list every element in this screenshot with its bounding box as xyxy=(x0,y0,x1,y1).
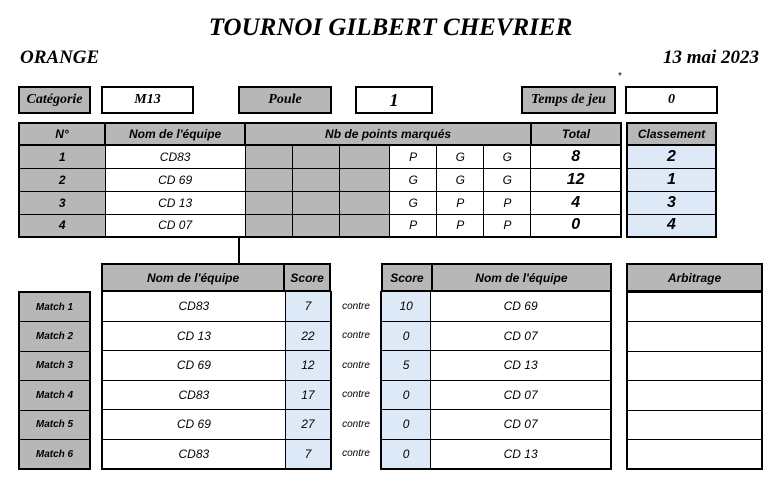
row-total: 0 xyxy=(531,214,621,237)
match-row xyxy=(102,410,611,440)
match-vs: contre xyxy=(342,300,370,312)
standings-row xyxy=(19,191,621,214)
match-team1: CD 13 xyxy=(102,321,285,351)
match-score2: 0 xyxy=(381,380,431,410)
match-score2: 0 xyxy=(381,439,431,469)
row-rank: 2 xyxy=(627,145,716,168)
match-header-left xyxy=(101,263,331,292)
match-vs: contre xyxy=(342,359,370,371)
result-cell: P xyxy=(484,214,531,237)
match-row xyxy=(102,380,611,410)
row-total: 8 xyxy=(531,145,621,168)
result-cell: P xyxy=(390,214,437,237)
standings-row xyxy=(19,145,621,168)
col-header-arbitrage: Arbitrage xyxy=(627,264,762,291)
arbitrage-cell xyxy=(627,292,762,322)
match-vs: contre xyxy=(342,418,370,430)
match-vs: contre xyxy=(342,448,370,460)
arbitrage-cell xyxy=(627,410,762,440)
match-row xyxy=(102,351,611,381)
match-score2: 0 xyxy=(381,321,431,351)
empty-cell xyxy=(339,191,389,214)
categorie-value: M13 xyxy=(101,86,194,114)
match-vs: contre xyxy=(342,389,370,401)
match-label: Match 6 xyxy=(19,440,90,470)
result-cell: G xyxy=(390,191,437,214)
match-label: Match 2 xyxy=(19,322,90,352)
ranking-table xyxy=(626,122,717,238)
match-team1: CD 69 xyxy=(102,410,285,440)
empty-cell xyxy=(292,191,339,214)
location-label: ORANGE xyxy=(20,47,100,68)
col-header-total: Total xyxy=(531,123,621,145)
result-cell: P xyxy=(437,214,484,237)
match-score1: 22 xyxy=(285,321,331,351)
match-team1: CD83 xyxy=(102,439,285,469)
match-team1: CD83 xyxy=(102,380,285,410)
row-team: CD83 xyxy=(105,145,245,168)
connector-line xyxy=(238,238,240,263)
standings-row xyxy=(19,214,621,237)
arbitrage-table xyxy=(626,291,763,470)
match-team2: CD 13 xyxy=(431,351,611,381)
categorie-label: Catégorie xyxy=(18,86,91,114)
col-header-team: Nom de l'équipe xyxy=(105,123,245,145)
match-team2: CD 07 xyxy=(431,321,611,351)
match-label: Match 5 xyxy=(19,410,90,440)
row-rank: 3 xyxy=(627,191,716,214)
match-score1: 17 xyxy=(285,380,331,410)
row-num: 4 xyxy=(19,214,105,237)
temps-value: 0 xyxy=(625,86,718,114)
arbitrage-cell xyxy=(627,381,762,411)
match-labels xyxy=(18,291,91,470)
match-table xyxy=(101,291,612,470)
arbitrage-cell xyxy=(627,351,762,381)
row-team: CD 07 xyxy=(105,214,245,237)
result-cell: G xyxy=(437,145,484,168)
match-score2: 10 xyxy=(381,292,431,322)
match-score1: 7 xyxy=(285,439,331,469)
match-score2: 5 xyxy=(381,351,431,381)
row-rank: 4 xyxy=(627,214,716,237)
result-cell: G xyxy=(437,168,484,191)
empty-cell xyxy=(339,168,389,191)
asterisk-note: * xyxy=(618,71,622,82)
col-header-points: Nb de points marqués xyxy=(245,123,531,145)
poule-label: Poule xyxy=(238,86,332,114)
arbitrage-header xyxy=(626,263,763,292)
match-vs: contre xyxy=(342,330,370,342)
row-num: 1 xyxy=(19,145,105,168)
empty-cell xyxy=(245,191,292,214)
result-cell: G xyxy=(484,168,531,191)
match-team1: CD83 xyxy=(102,292,285,322)
match-score1: 12 xyxy=(285,351,331,381)
empty-cell xyxy=(339,145,389,168)
match-row xyxy=(102,292,611,322)
row-num: 2 xyxy=(19,168,105,191)
date-label: 13 mai 2023 xyxy=(662,47,759,68)
result-cell: P xyxy=(390,145,437,168)
empty-cell xyxy=(245,214,292,237)
empty-cell xyxy=(292,168,339,191)
row-total: 4 xyxy=(531,191,621,214)
empty-cell xyxy=(245,168,292,191)
match-score2: 0 xyxy=(381,410,431,440)
empty-cell xyxy=(245,145,292,168)
match-score1: 7 xyxy=(285,292,331,322)
empty-cell xyxy=(339,214,389,237)
col-header-score1: Score xyxy=(284,264,330,291)
empty-cell xyxy=(292,145,339,168)
page-title: TOURNOI GILBERT CHEVRIER xyxy=(208,14,573,41)
standings-table xyxy=(18,122,622,238)
match-team1: CD 69 xyxy=(102,351,285,381)
col-header-num: N° xyxy=(19,123,105,145)
result-cell: P xyxy=(484,191,531,214)
match-team2: CD 69 xyxy=(431,292,611,322)
row-team: CD 13 xyxy=(105,191,245,214)
row-num: 3 xyxy=(19,191,105,214)
row-rank: 1 xyxy=(627,168,716,191)
row-team: CD 69 xyxy=(105,168,245,191)
col-header-score2: Score xyxy=(382,264,432,291)
temps-label: Temps de jeu xyxy=(521,86,616,114)
arbitrage-cell xyxy=(627,322,762,352)
match-label: Match 3 xyxy=(19,351,90,381)
row-total: 12 xyxy=(531,168,621,191)
match-team2: CD 07 xyxy=(431,410,611,440)
match-score1: 27 xyxy=(285,410,331,440)
match-row xyxy=(102,439,611,469)
match-row xyxy=(102,321,611,351)
match-team2: CD 13 xyxy=(431,439,611,469)
empty-cell xyxy=(292,214,339,237)
match-header-right xyxy=(381,263,612,292)
result-cell: P xyxy=(437,191,484,214)
col-header-team1: Nom de l'équipe xyxy=(102,264,284,291)
col-header-rank: Classement xyxy=(627,123,716,145)
poule-value: 1 xyxy=(355,86,433,114)
match-label: Match 1 xyxy=(19,292,90,322)
arbitrage-cell xyxy=(627,440,762,470)
result-cell: G xyxy=(484,145,531,168)
match-label: Match 4 xyxy=(19,381,90,411)
standings-row xyxy=(19,168,621,191)
match-team2: CD 07 xyxy=(431,380,611,410)
col-header-team2: Nom de l'équipe xyxy=(432,264,611,291)
result-cell: G xyxy=(390,168,437,191)
